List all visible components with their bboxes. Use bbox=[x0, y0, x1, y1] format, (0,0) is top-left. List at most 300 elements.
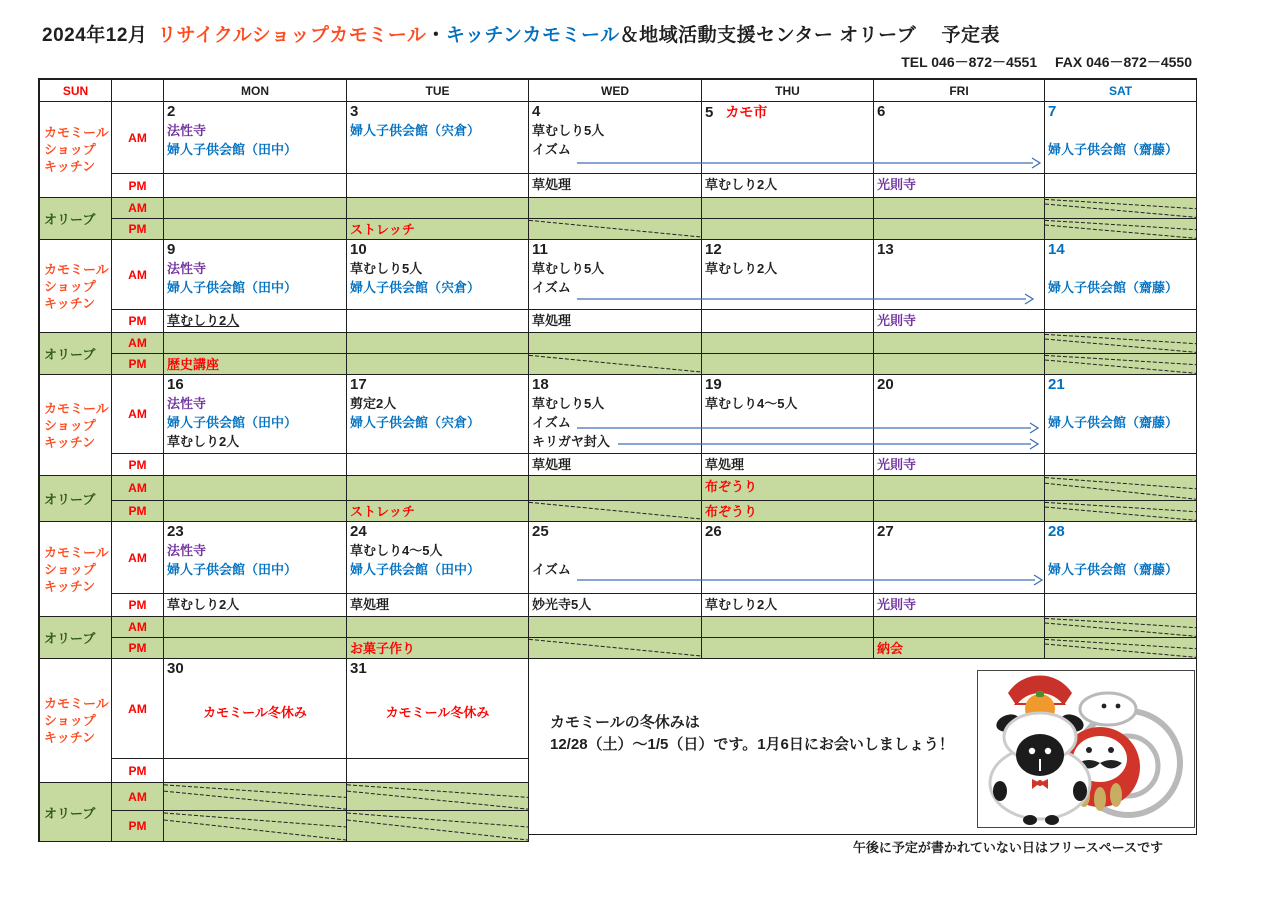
day-31-olive-pm-cell bbox=[347, 811, 529, 842]
pm-row-label bbox=[112, 454, 164, 476]
closed-diagonal-lines bbox=[529, 219, 701, 239]
day-30-am-cell bbox=[164, 659, 347, 759]
pm-row-label bbox=[112, 310, 164, 333]
shop-label-line: キッチン bbox=[44, 730, 96, 745]
day-number-row bbox=[350, 523, 525, 541]
day-17-pm-cell bbox=[347, 454, 529, 476]
olive-am-row-label bbox=[112, 333, 164, 354]
day-number-row bbox=[532, 523, 698, 541]
olive-pm-row-label: PM bbox=[128, 819, 147, 833]
day-4-olive-am-cell bbox=[529, 198, 702, 219]
day-5-olive-am-cell bbox=[702, 198, 874, 219]
dow-header-MON bbox=[164, 80, 347, 102]
day-number-row bbox=[350, 103, 525, 121]
title-dot: ・ bbox=[426, 25, 446, 46]
closed-diagonal-lines bbox=[1045, 476, 1196, 500]
day-number: 17 bbox=[350, 376, 367, 393]
day-3-olive-am-cell bbox=[347, 198, 529, 219]
olive-am-row-label: AM bbox=[128, 789, 147, 804]
day-7-am-cell bbox=[1045, 102, 1197, 174]
olive-am-row-label: AM bbox=[128, 620, 147, 634]
olive-row-label bbox=[40, 617, 112, 659]
olive-am-row-label bbox=[112, 476, 164, 501]
day-18-olive-pm-cell bbox=[529, 501, 702, 522]
closed-diagonal-lines bbox=[1045, 333, 1196, 353]
day-24-pm-cell bbox=[347, 594, 529, 617]
am-entry: 法性寺 bbox=[167, 396, 207, 411]
day-number: 13 bbox=[877, 241, 894, 258]
day-number: 19 bbox=[705, 376, 722, 393]
closed-diagonal-lines bbox=[1045, 354, 1196, 374]
day-19-olive-pm-cell bbox=[702, 501, 874, 522]
contact-info: TEL 046－872－4551 FAX 046－872－4550 bbox=[901, 54, 1192, 70]
olive-am-row-label bbox=[112, 783, 164, 811]
closed-diagonal-lines bbox=[529, 501, 701, 521]
day-23-olive-am-cell bbox=[164, 617, 347, 638]
am-entry: 草むしり5人 bbox=[532, 396, 605, 411]
pm-entry: 光則寺 bbox=[877, 313, 917, 328]
olive-row-label bbox=[40, 333, 112, 375]
olive-row-label bbox=[40, 476, 112, 522]
dow-label: SAT bbox=[1108, 83, 1133, 98]
day-12-am-cell bbox=[702, 240, 874, 310]
day-25-am-cell bbox=[529, 522, 702, 594]
day-26-pm-cell bbox=[702, 594, 874, 617]
day-21-pm-cell bbox=[1045, 454, 1197, 476]
shop-label-line: カモミール bbox=[44, 544, 109, 560]
day-3-olive-pm-cell bbox=[347, 219, 529, 240]
olive-am-row-label bbox=[112, 198, 164, 219]
day-18-am-cell bbox=[529, 375, 702, 454]
pm-entry: 草処理 bbox=[705, 457, 745, 472]
day-28-olive-pm-cell bbox=[1045, 638, 1197, 659]
day-number: 2 bbox=[167, 103, 176, 120]
day-number-row bbox=[705, 241, 870, 259]
am-entry: 婦人子供会館（齋藤） bbox=[1048, 280, 1179, 295]
olive-pm-row-label: PM bbox=[128, 357, 147, 371]
day-27-olive-am-cell bbox=[874, 617, 1045, 638]
day-13-olive-pm-cell bbox=[874, 354, 1045, 375]
day-6-olive-pm-cell bbox=[874, 219, 1045, 240]
olive-pm-entry: 歴史講座 bbox=[167, 357, 220, 372]
day-number: 20 bbox=[877, 376, 894, 393]
day-24-am-cell bbox=[347, 522, 529, 594]
day-23-pm-cell bbox=[164, 594, 347, 617]
am-entry: 婦人子供会館（齋藤） bbox=[1048, 562, 1179, 577]
pm-entry: 光則寺 bbox=[877, 177, 917, 192]
title-recycle-shop: リサイクルショップカモミール bbox=[157, 25, 427, 46]
closed-diagonal-lines bbox=[1045, 219, 1196, 239]
day-31-olive-am-cell bbox=[347, 783, 529, 811]
title-kitchen: キッチンカモミール bbox=[445, 25, 620, 46]
day-14-am-cell bbox=[1045, 240, 1197, 310]
am-row-label bbox=[112, 522, 164, 594]
am-row-label bbox=[112, 240, 164, 310]
new-year-illustration bbox=[977, 670, 1195, 828]
olive-pm-entry: お菓子作り bbox=[350, 641, 416, 656]
day-number: 31 bbox=[350, 660, 367, 677]
day-number-row bbox=[167, 660, 343, 678]
day-4-pm-cell bbox=[529, 174, 702, 198]
day-number: 11 bbox=[532, 241, 548, 258]
shop-label-line: キッチン bbox=[44, 434, 96, 450]
day-24-olive-am-cell bbox=[347, 617, 529, 638]
day-9-pm-cell bbox=[164, 310, 347, 333]
olive-pm-row-label bbox=[112, 354, 164, 375]
am-entry: 婦人子供会館（齋藤） bbox=[1048, 415, 1179, 430]
day-number-row bbox=[350, 660, 525, 678]
day-number: 28 bbox=[1048, 523, 1065, 540]
olive-am-row-label: AM bbox=[128, 336, 147, 350]
day-14-pm-cell bbox=[1045, 310, 1197, 333]
olive-pm-row-label bbox=[112, 501, 164, 522]
am-entry: 婦人子供会館（宍倉） bbox=[350, 415, 481, 430]
olive-pm-row-label bbox=[112, 811, 164, 842]
dow-label: THU bbox=[775, 83, 800, 98]
am-entry: イズム bbox=[532, 142, 571, 157]
free-space-footnote: 午後に予定が書かれていない日はフリースペースです bbox=[852, 840, 1164, 855]
olive-pm-row-label bbox=[112, 219, 164, 240]
am-row-label bbox=[112, 659, 164, 759]
am-entry: 婦人子供会館（田中） bbox=[350, 562, 481, 577]
winter-break-note-line1: カモミールの冬休みは bbox=[550, 714, 700, 731]
day-23-am-cell bbox=[164, 522, 347, 594]
am-entry: キリガヤ封入 bbox=[532, 434, 610, 449]
day-28-pm-cell bbox=[1045, 594, 1197, 617]
day-21-olive-am-cell bbox=[1045, 476, 1197, 501]
shop-label-line: キッチン bbox=[44, 295, 96, 311]
pm-row-label bbox=[112, 594, 164, 617]
day-16-am-cell bbox=[164, 375, 347, 454]
day-number-row bbox=[705, 376, 870, 394]
shop-label-line: カモミール bbox=[44, 400, 109, 416]
dow-header-spacer bbox=[112, 80, 164, 102]
day-9-am-cell bbox=[164, 240, 347, 310]
pm-row-label: PM bbox=[128, 178, 147, 193]
olive-label: オリーブ bbox=[44, 631, 96, 646]
day-2-am-cell bbox=[164, 102, 347, 174]
day-5-pm-cell bbox=[702, 174, 874, 198]
day-10-olive-am-cell bbox=[347, 333, 529, 354]
day-number-row bbox=[877, 523, 1041, 541]
closed-diagonal-lines bbox=[1045, 638, 1196, 658]
dow-header-THU bbox=[702, 80, 874, 102]
day-14-olive-am-cell bbox=[1045, 333, 1197, 354]
olive-am-entry: 布ぞうり bbox=[705, 479, 758, 494]
day-26-olive-am-cell bbox=[702, 617, 874, 638]
day-11-pm-cell bbox=[529, 310, 702, 333]
shop-row-label bbox=[40, 659, 112, 783]
day-number-row bbox=[167, 103, 343, 121]
olive-label: オリーブ bbox=[44, 805, 96, 821]
day-20-pm-cell bbox=[874, 454, 1045, 476]
olive-label: オリーブ bbox=[44, 492, 96, 507]
am-entry bbox=[1048, 541, 1193, 560]
pm-entry: 草むしり2人 bbox=[167, 313, 240, 328]
pm-entry: 草むしり2人 bbox=[705, 597, 778, 612]
day-number-row bbox=[877, 376, 1041, 394]
day-19-olive-am-cell bbox=[702, 476, 874, 501]
olive-pm-row-label: PM bbox=[128, 641, 147, 655]
day-7-olive-am-cell bbox=[1045, 198, 1197, 219]
day-27-am-cell bbox=[874, 522, 1045, 594]
pm-entry: 草処理 bbox=[532, 457, 572, 472]
am-entry: 婦人子供会館（田中） bbox=[167, 562, 298, 577]
day-number-row bbox=[532, 376, 698, 394]
dow-label: WED bbox=[601, 83, 629, 98]
day-28-olive-am-cell bbox=[1045, 617, 1197, 638]
olive-label: オリーブ bbox=[44, 347, 96, 362]
olive-pm-row-label: PM bbox=[128, 222, 147, 236]
am-entry: 草むしり5人 bbox=[532, 261, 605, 276]
winter-holiday-entry: カモミール冬休み bbox=[385, 705, 490, 721]
day-11-olive-pm-cell bbox=[529, 354, 702, 375]
shop-row-label bbox=[40, 522, 112, 617]
am-entry: 婦人子供会館（宍倉） bbox=[350, 123, 481, 138]
shop-label-line: カモミール bbox=[44, 125, 109, 140]
am-entry: 草むしり5人 bbox=[532, 123, 605, 138]
day-28-am-cell bbox=[1045, 522, 1197, 594]
day-number-row bbox=[167, 523, 343, 541]
dow-label: SUN bbox=[62, 83, 89, 98]
closed-diagonal-lines bbox=[1045, 501, 1196, 521]
day-number: 12 bbox=[705, 241, 722, 258]
am-entry: 婦人子供会館（宍倉） bbox=[350, 280, 481, 295]
dow-header-SAT bbox=[1045, 80, 1197, 102]
am-entry: イズム bbox=[532, 415, 571, 430]
day-number-row bbox=[1048, 376, 1193, 394]
day-13-olive-am-cell bbox=[874, 333, 1045, 354]
olive-am-row-label bbox=[112, 617, 164, 638]
pm-row-label bbox=[112, 759, 164, 783]
day-9-olive-pm-cell bbox=[164, 354, 347, 375]
day-17-olive-pm-cell bbox=[347, 501, 529, 522]
am-entry: 草むしり5人 bbox=[350, 261, 423, 276]
shop-label-line: ショップ bbox=[44, 278, 96, 294]
day-number: 7 bbox=[1048, 103, 1057, 120]
day-24-olive-pm-cell bbox=[347, 638, 529, 659]
day-27-pm-cell bbox=[874, 594, 1045, 617]
closed-diagonal-lines bbox=[1045, 198, 1196, 218]
day-10-am-cell bbox=[347, 240, 529, 310]
day-event-badge: カモ市 bbox=[725, 104, 768, 120]
closed-diagonal-lines bbox=[347, 811, 528, 841]
olive-pm-entry: ストレッチ bbox=[350, 222, 415, 237]
day-7-olive-pm-cell bbox=[1045, 219, 1197, 240]
day-number: 10 bbox=[350, 241, 367, 258]
day-31-pm-cell bbox=[347, 759, 529, 783]
day-12-pm-cell bbox=[702, 310, 874, 333]
day-30-olive-am-cell bbox=[164, 783, 347, 811]
olive-row-label bbox=[40, 198, 112, 240]
am-entry bbox=[1048, 121, 1193, 140]
shop-label-line: カモミール bbox=[44, 696, 109, 711]
pm-entry: 草むしり2人 bbox=[167, 597, 240, 612]
day-number-row bbox=[350, 241, 525, 259]
am-entry: 婦人子供会館（田中） bbox=[167, 280, 298, 295]
am-row-label bbox=[112, 102, 164, 174]
dow-header-SUN bbox=[40, 80, 112, 102]
winter-break-note-line2: 12/28（土）～1/5（日）です。1月6日にお会いしましょう！ bbox=[550, 736, 954, 753]
day-20-am-cell bbox=[874, 375, 1045, 454]
day-number: 26 bbox=[705, 523, 722, 540]
dow-header-TUE bbox=[347, 80, 529, 102]
winter-break-note bbox=[550, 712, 954, 756]
day-5-am-cell bbox=[702, 102, 874, 174]
am-row-label: AM bbox=[128, 130, 147, 145]
shop-label-line: キッチン bbox=[44, 578, 96, 594]
dow-label: FRI bbox=[949, 83, 969, 98]
day-20-olive-pm-cell bbox=[874, 501, 1045, 522]
day-number-row bbox=[1048, 103, 1193, 121]
day-31-am-cell bbox=[347, 659, 529, 759]
day-number: 21 bbox=[1048, 376, 1065, 393]
am-row-label: AM bbox=[128, 407, 147, 421]
closed-diagonal-lines bbox=[164, 783, 346, 810]
closed-diagonal-lines bbox=[347, 783, 528, 810]
dow-header-WED bbox=[529, 80, 702, 102]
day-number-row bbox=[167, 376, 343, 394]
day-number: 24 bbox=[350, 523, 367, 540]
olive-label: オリーブ bbox=[44, 212, 96, 227]
day-9-olive-am-cell bbox=[164, 333, 347, 354]
page-title bbox=[42, 20, 1000, 47]
day-number: 25 bbox=[532, 523, 549, 540]
day-2-olive-pm-cell bbox=[164, 219, 347, 240]
closed-diagonal-lines bbox=[529, 354, 701, 374]
am-entry: 草むしり4～5人 bbox=[350, 543, 443, 558]
closed-diagonal-lines bbox=[164, 811, 346, 841]
day-number: 3 bbox=[350, 103, 359, 120]
day-13-am-cell bbox=[874, 240, 1045, 310]
am-entry: 婦人子供会館（田中） bbox=[167, 142, 298, 157]
am-entry: 婦人子供会館（田中） bbox=[167, 415, 298, 430]
day-2-olive-am-cell bbox=[164, 198, 347, 219]
am-entry: 剪定2人 bbox=[350, 396, 397, 411]
day-25-olive-am-cell bbox=[529, 617, 702, 638]
am-entry: 婦人子供会館（齋藤） bbox=[1048, 142, 1179, 157]
pm-row-label: PM bbox=[128, 763, 147, 778]
day-number-row bbox=[877, 241, 1041, 259]
shop-row-label bbox=[40, 102, 112, 198]
olive-pm-entry: 納会 bbox=[877, 641, 904, 656]
pm-row-label: PM bbox=[128, 598, 147, 612]
day-16-olive-pm-cell bbox=[164, 501, 347, 522]
day-number: 18 bbox=[532, 376, 549, 393]
am-entry: 草むしり2人 bbox=[705, 261, 778, 276]
day-6-olive-am-cell bbox=[874, 198, 1045, 219]
am-row-label: AM bbox=[128, 550, 147, 565]
am-entry: 法性寺 bbox=[167, 261, 207, 276]
pm-entry: 草むしり2人 bbox=[705, 177, 778, 192]
am-entry: 法性寺 bbox=[167, 543, 207, 558]
pm-row-label: PM bbox=[128, 457, 147, 472]
day-25-pm-cell bbox=[529, 594, 702, 617]
day-number-row bbox=[877, 103, 1041, 121]
day-number: 6 bbox=[877, 103, 886, 120]
day-14-olive-pm-cell bbox=[1045, 354, 1197, 375]
pm-row-label: PM bbox=[128, 314, 147, 328]
day-30-pm-cell bbox=[164, 759, 347, 783]
day-25-olive-pm-cell bbox=[529, 638, 702, 659]
day-27-olive-pm-cell bbox=[874, 638, 1045, 659]
pm-row-label bbox=[112, 174, 164, 198]
pm-entry: 草処理 bbox=[532, 177, 572, 192]
day-number: 23 bbox=[167, 523, 184, 540]
shop-row-label bbox=[40, 375, 112, 476]
closed-diagonal-lines bbox=[1045, 617, 1196, 637]
pm-entry: 光則寺 bbox=[877, 457, 917, 472]
day-26-olive-pm-cell bbox=[702, 638, 874, 659]
olive-pm-row-label: PM bbox=[128, 504, 147, 518]
schedule-table bbox=[38, 78, 1197, 855]
day-number-row bbox=[705, 523, 870, 541]
shop-label-line: ショップ bbox=[44, 561, 96, 577]
shop-label-line: ショップ bbox=[44, 142, 96, 157]
olive-am-row-label: AM bbox=[128, 481, 147, 495]
day-21-olive-pm-cell bbox=[1045, 501, 1197, 522]
day-5-olive-pm-cell bbox=[702, 219, 874, 240]
day-7-pm-cell bbox=[1045, 174, 1197, 198]
day-number-row bbox=[167, 241, 343, 259]
dow-header-FRI bbox=[874, 80, 1045, 102]
closed-diagonal-lines bbox=[529, 638, 701, 658]
day-10-olive-pm-cell bbox=[347, 354, 529, 375]
title-month: 2024年12月 bbox=[42, 25, 148, 46]
am-row-label: AM bbox=[128, 267, 147, 282]
day-16-pm-cell bbox=[164, 454, 347, 476]
olive-pm-row-label bbox=[112, 638, 164, 659]
winter-holiday-entry: カモミール冬休み bbox=[203, 705, 307, 721]
olive-row-label bbox=[40, 783, 112, 842]
day-number: 27 bbox=[877, 523, 894, 540]
am-entry: イズム bbox=[532, 562, 571, 577]
day-16-olive-am-cell bbox=[164, 476, 347, 501]
shop-row-label bbox=[40, 240, 112, 333]
sheep-daruma-snake-graphic bbox=[978, 671, 1194, 827]
dow-label: TUE bbox=[425, 83, 450, 98]
day-11-olive-am-cell bbox=[529, 333, 702, 354]
day-number-row bbox=[532, 103, 698, 121]
day-3-am-cell bbox=[347, 102, 529, 174]
day-17-olive-am-cell bbox=[347, 476, 529, 501]
day-18-olive-am-cell bbox=[529, 476, 702, 501]
day-number-row bbox=[1048, 241, 1193, 259]
pm-entry: 妙光寺5人 bbox=[532, 597, 592, 612]
am-entry: 草むしり4～5人 bbox=[705, 396, 798, 411]
am-row-label bbox=[112, 375, 164, 454]
am-entry: イズム bbox=[532, 280, 571, 295]
day-number: 30 bbox=[167, 660, 184, 677]
day-number-row bbox=[350, 376, 525, 394]
title-rest: ＆地域活動支援センター オリーブ 予定表 bbox=[619, 25, 1000, 46]
day-13-pm-cell bbox=[874, 310, 1045, 333]
day-number: 5 bbox=[705, 104, 714, 121]
shop-label-line: ショップ bbox=[44, 417, 96, 433]
day-17-am-cell bbox=[347, 375, 529, 454]
day-number-row bbox=[532, 241, 698, 259]
olive-pm-entry: ストレッチ bbox=[350, 504, 415, 519]
day-10-pm-cell bbox=[347, 310, 529, 333]
day-30-olive-pm-cell bbox=[164, 811, 347, 842]
day-23-olive-pm-cell bbox=[164, 638, 347, 659]
day-21-am-cell bbox=[1045, 375, 1197, 454]
olive-am-row-label: AM bbox=[128, 201, 147, 215]
pm-entry: 草処理 bbox=[532, 313, 572, 328]
day-number: 9 bbox=[167, 241, 176, 258]
day-19-pm-cell bbox=[702, 454, 874, 476]
day-3-pm-cell bbox=[347, 174, 529, 198]
